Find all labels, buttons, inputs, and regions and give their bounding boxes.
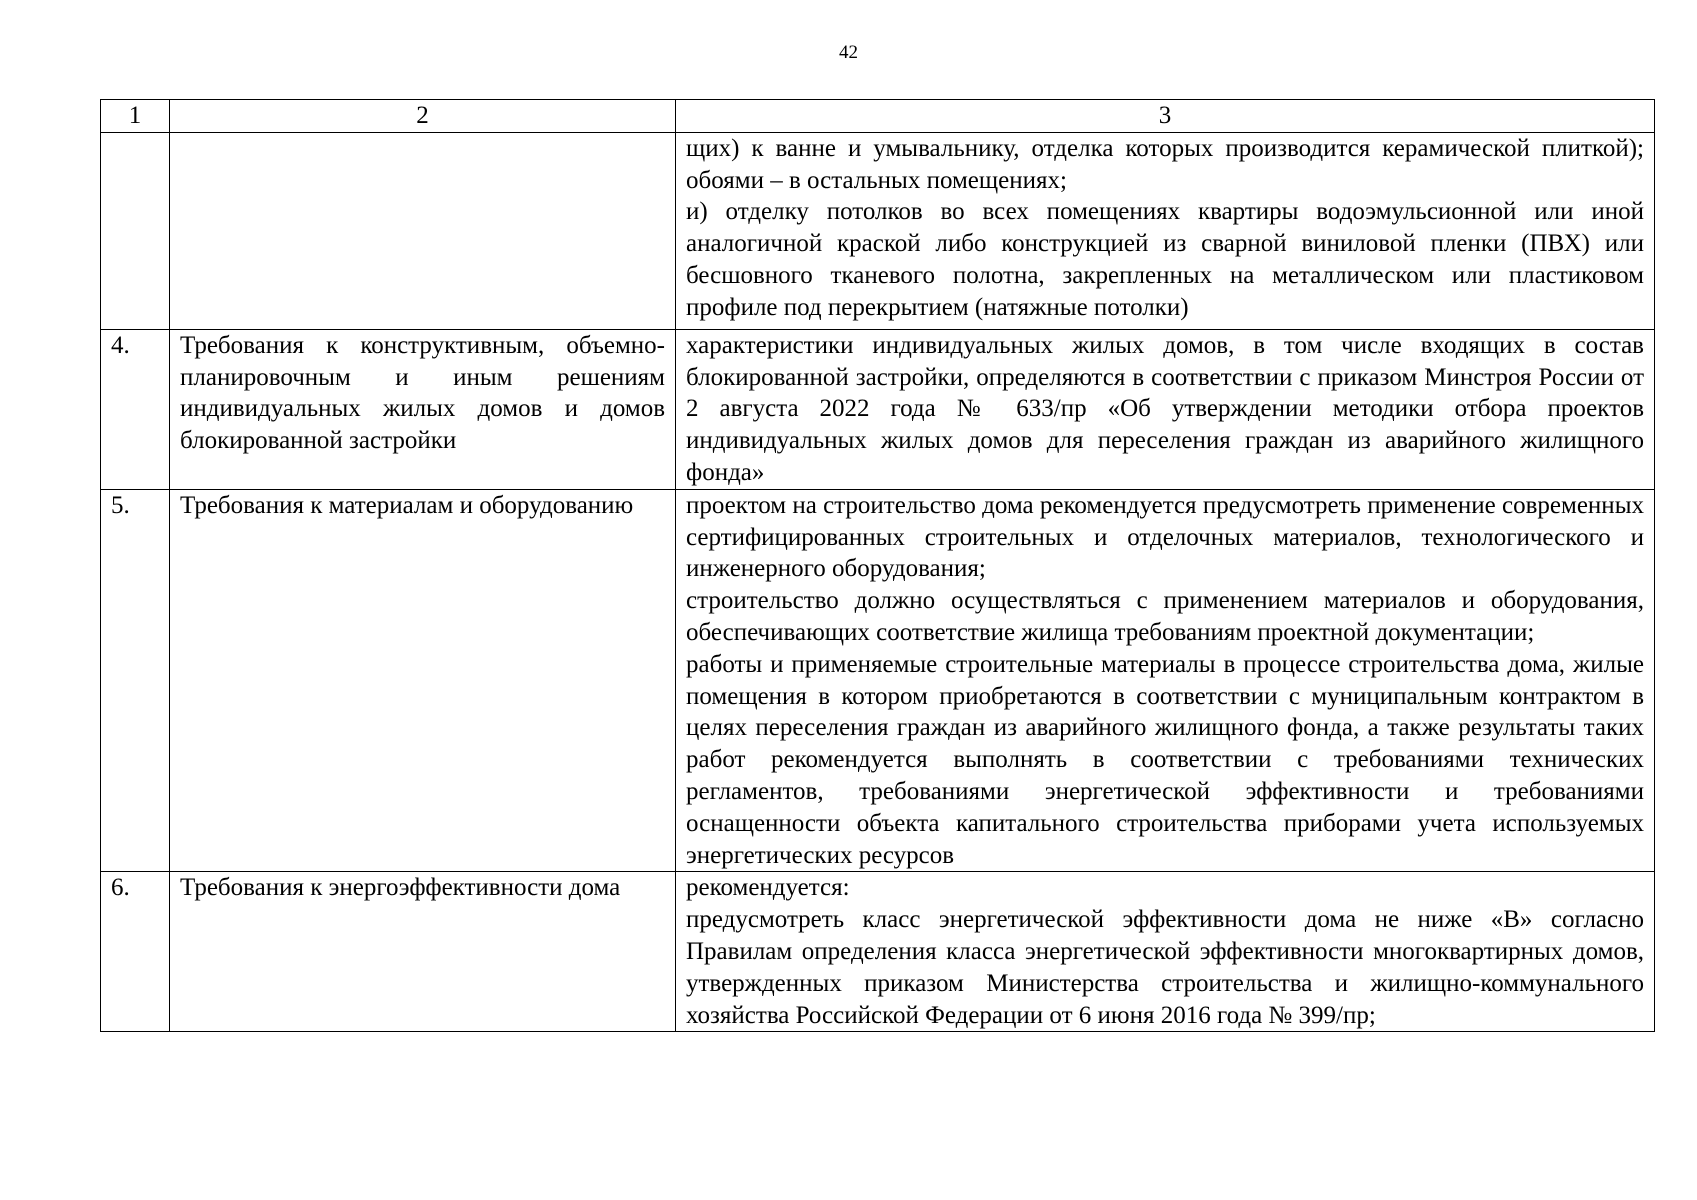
header-cell-2: 2 <box>170 100 676 133</box>
content-paragraph: щих) к ванне и умывальнику, отделка которых производится керамической плиткой); обоями – в остальных помещениях; <box>686 134 1644 194</box>
content-paragraph: предусмотреть класс энергетической эффективности дома не ниже «В» согласно Правилам определения класса энергетической эффективности многоквартирных домов, утвержденных приказом Министерства строительства и жилищно-коммунального хозяйства Российской Федерации от 6 июня 2016 года № 399/пр; <box>686 906 1644 1029</box>
table-row <box>101 872 1655 1032</box>
content-paragraph: строительство должно осуществляться с применением материалов и оборудования, обеспечивающих соответствие жилища требованиям проектной документации; <box>686 587 1644 646</box>
row-number <box>101 132 170 329</box>
row-title-text: Требования к конструктивным, объемно-планировочным и иным решениям индивидуальных жилых домов и домов блокированной застройки <box>180 331 665 455</box>
row-title <box>170 872 676 1032</box>
row-number: 6. <box>101 872 170 1032</box>
row-title <box>170 329 676 489</box>
table-row <box>101 132 1655 329</box>
content-paragraph: рекомендуется: <box>686 874 850 902</box>
table-header-row <box>101 100 1655 133</box>
row-title-text: Требования к материалам и оборудованию <box>180 491 634 519</box>
row-content <box>676 132 1655 329</box>
table-row <box>101 489 1655 872</box>
header-cell-1: 1 <box>101 100 170 133</box>
content-paragraph: характеристики индивидуальных жилых домов, в том числе входящих в состав блокированной застройки, определяются в соответствии с приказом Минстроя России от 2 августа 2022 года № 633/пр «Об утверждении методики отбора проектов индивидуальных жилых домов для переселения граждан из аварийного жилищного фонда» <box>686 331 1644 486</box>
content-paragraph: работы и применяемые строительные материалы в процессе строительства дома, жилые помещения в котором приобретаются в соответствии с муниципальным контрактом в целях переселения граждан из аварийного жилищного фонда, а также результаты таких работ рекомендуется выполнять в соответствии с требованиями технических регламентов, требованиями энергетической эффективности и требованиями оснащенности объекта капитального строительства приборами учета используемых энергетических ресурсов <box>686 650 1644 869</box>
table-row <box>101 329 1655 489</box>
header-cell-3: 3 <box>676 100 1655 133</box>
row-number: 5. <box>101 489 170 872</box>
content-paragraph: проектом на строительство дома рекомендуется предусмотреть применение современных сертифицированных строительных и отделочных материалов, технологического и инженерного оборудования; <box>686 491 1644 583</box>
row-title-text: Требования к энергоэффективности дома <box>180 874 621 902</box>
row-content <box>676 329 1655 489</box>
row-content <box>676 489 1655 872</box>
row-title <box>170 489 676 872</box>
requirements-table <box>100 99 1655 1032</box>
row-number: 4. <box>101 329 170 489</box>
page-number: 42 <box>839 42 858 63</box>
row-content <box>676 872 1655 1032</box>
content-paragraph: и) отделку потолков во всех помещениях квартиры водоэмульсионной или иной аналогичной краской либо конструкцией из сварной виниловой пленки (ПВХ) или бесшовного тканевого полотна, закрепленных на металлическом или пластиковом профиле под перекрытием (натяжные потолки) <box>686 198 1644 321</box>
row-title <box>170 132 676 329</box>
